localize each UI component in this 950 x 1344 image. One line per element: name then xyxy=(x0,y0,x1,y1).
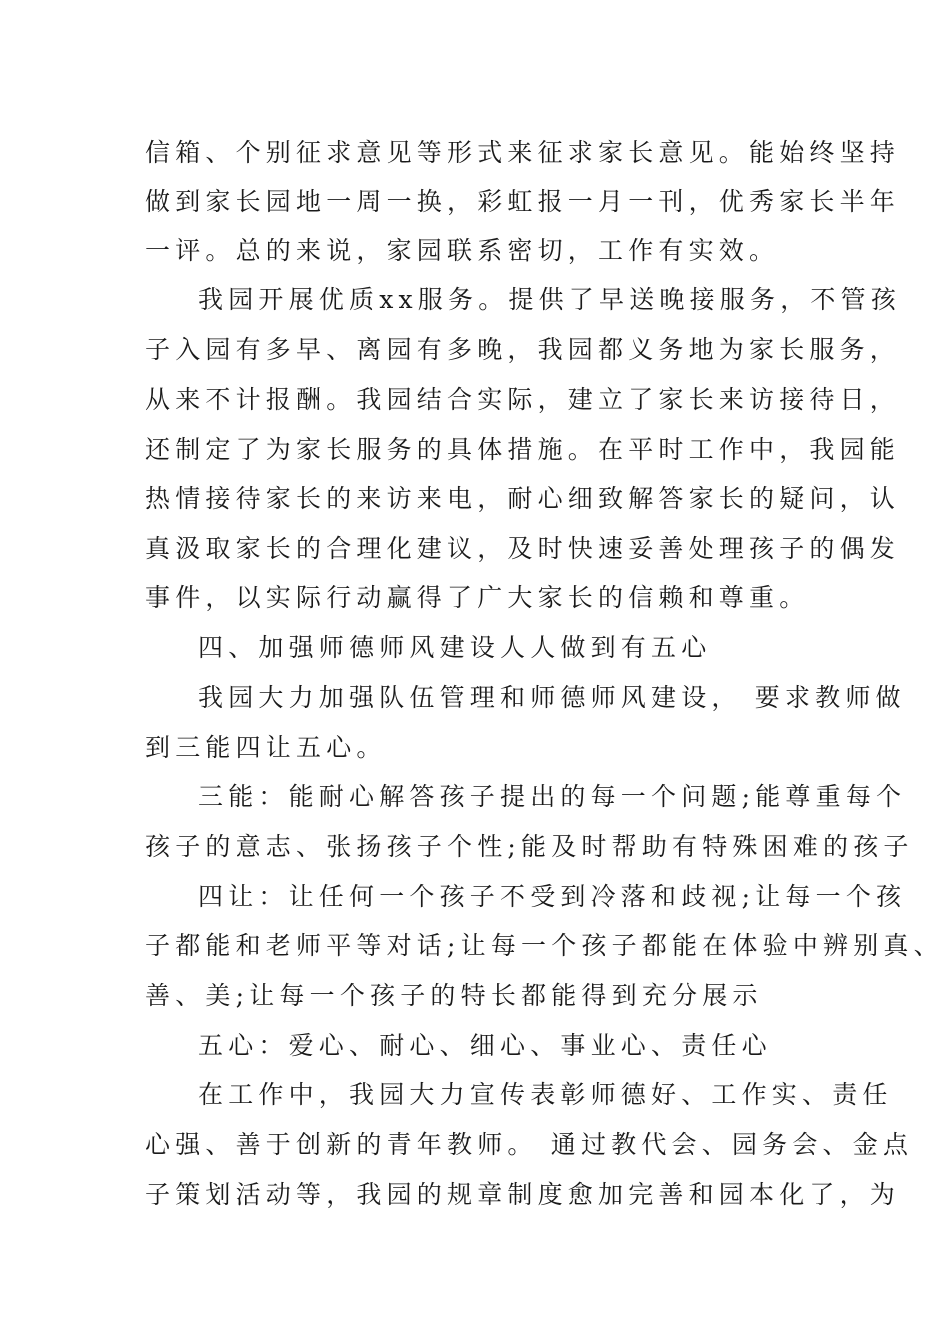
text-line: 从来不计报酬。我园结合实际，建立了家长来访接待日， xyxy=(145,385,901,414)
text-line: 一评。总的来说，家园联系密切，工作有实效。 xyxy=(145,236,780,265)
text-line: 子都能和老师平等对话;让每一个孩子都能在体验中辨别真、 xyxy=(145,931,944,960)
text-line: 四让：让任何一个孩子不受到冷落和歧视;让每一个孩 xyxy=(198,882,907,911)
text-line: 心强、善于创新的青年教师。 通过教代会、园务会、金点 xyxy=(145,1130,914,1159)
text-line: 子入园有多早、离园有多晚，我园都义务地为家长服务， xyxy=(145,335,901,364)
text-line: 善、美;让每一个孩子的特长都能得到充分展示 xyxy=(145,981,763,1010)
text-line: 真汲取家长的合理化建议，及时快速妥善处理孩子的偶发 xyxy=(145,534,901,563)
text-line: 三能：能耐心解答孩子提出的每一个问题;能尊重每个 xyxy=(198,782,907,811)
text-line: 五心：爱心、耐心、细心、事业心、责任心 xyxy=(198,1031,772,1060)
text-line: 到三能四让五心。 xyxy=(145,733,387,762)
text-line: 在工作中，我园大力宣传表彰师德好、工作实、责任 xyxy=(198,1080,893,1109)
text-line: 我园大力加强队伍管理和师德师风建设， 要求教师做 xyxy=(198,683,906,712)
text-line: 孩子的意志、张扬孩子个性;能及时帮助有特殊困难的孩子 xyxy=(145,832,914,861)
text-line: 信箱、个别征求意见等形式来征求家长意见。能始终坚持 xyxy=(145,138,901,167)
text-line: 热情接待家长的来访来电，耐心细致解答家长的疑问，认 xyxy=(145,484,901,513)
text-line: 我园开展优质xx服务。提供了早送晚接服务，不管孩 xyxy=(198,285,902,314)
text-line: 做到家长园地一周一换，彩虹报一月一刊，优秀家长半年 xyxy=(145,187,901,216)
text-line: 事件，以实际行动赢得了广大家长的信赖和尊重。 xyxy=(145,583,810,612)
section-heading: 四、加强师德师风建设人人做到有五心 xyxy=(198,633,712,662)
text-line: 子策划活动等，我园的规章制度愈加完善和园本化了，为 xyxy=(145,1180,901,1209)
text-line: 还制定了为家长服务的具体措施。在平时工作中，我园能 xyxy=(145,435,901,464)
